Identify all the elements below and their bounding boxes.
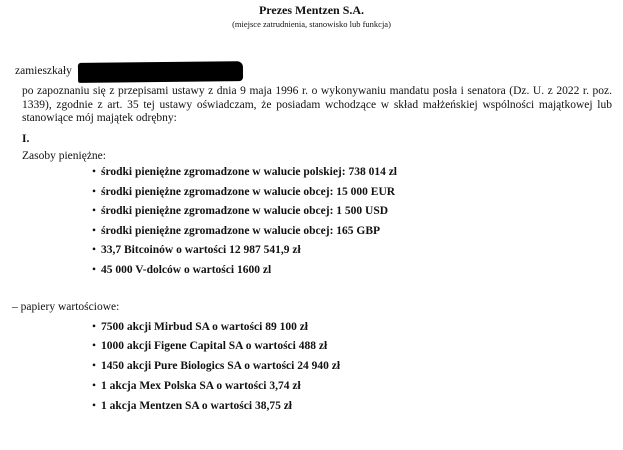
bullet-icon: • [92, 400, 97, 412]
list-item [92, 400, 292, 412]
list-item [92, 264, 271, 276]
item-text: 1 akcja Mentzen SA o wartości 38,75 zł [101, 400, 292, 412]
item-text: 45 000 V-dolców o wartości 1600 zl [101, 264, 272, 276]
list-item [92, 340, 327, 352]
cash-heading: Zasoby pieniężne: [22, 150, 106, 162]
list-item [92, 186, 395, 198]
residence-label: zamieszkały [15, 65, 72, 77]
bullet-icon: • [92, 205, 97, 217]
securities-heading: – papiery wartościowe: [12, 301, 120, 313]
list-item [92, 205, 388, 217]
bullet-icon: • [92, 225, 97, 237]
item-text: 1000 akcji Figene Capital SA o wartości 488 zł [101, 340, 328, 352]
list-item [92, 225, 380, 237]
list-item [92, 166, 397, 178]
bullet-icon: • [92, 186, 97, 198]
item-text: 7500 akcji Mirbud SA o wartości 89 100 zł [101, 321, 308, 333]
bullet-icon: • [92, 244, 97, 256]
bullet-icon: • [92, 340, 97, 352]
redacted-address [78, 61, 243, 83]
item-text: 1 akcja Mex Polska SA o wartości 3,74 zł [101, 380, 301, 392]
document-title: Prezes Mentzen S.A. [258, 3, 365, 17]
list-item [92, 380, 301, 392]
bullet-icon: • [92, 360, 97, 372]
bullet-icon: • [92, 380, 97, 392]
list-item [92, 360, 340, 372]
document-subtitle: (miejsce zatrudnienia, stanowisko lub funkcja) [232, 19, 391, 29]
bullet-icon: • [92, 166, 97, 178]
item-text: środki pieniężne zgromadzone w walucie obcej: 1 500 USD [101, 205, 389, 217]
statement-paragraph: po zapoznaniu się z przepisami ustawy z dnia 9 maja 1996 r. o wykonywaniu mandatu posła i senatora (Dz. U. z 2022 r. poz. 1339), zgodnie z art. 35 tej ustawy oświadczam, że posiadam wchodzące w skład małżeńskiej wspólności majątkowej lub stanowiące mój majątek odrębny: [22, 85, 612, 124]
item-text: środki pieniężne zgromadzone w walucie polskiej: 738 014 zl [101, 166, 398, 178]
list-item [92, 321, 308, 333]
item-text: środki pieniężne zgromadzone w walucie obcej: 15 000 EUR [101, 186, 396, 198]
item-text: 1450 akcji Pure Biologics SA o wartości 24 940 zł [101, 360, 341, 372]
bullet-icon: • [92, 264, 97, 276]
list-item [92, 244, 301, 256]
section-number: I. [22, 133, 30, 145]
bullet-icon: • [92, 321, 97, 333]
item-text: środki pieniężne zgromadzone w walucie obcej: 165 GBP [101, 225, 381, 237]
item-text: 33,7 Bitcoinów o wartości 12 987 541,9 zł [101, 244, 301, 256]
